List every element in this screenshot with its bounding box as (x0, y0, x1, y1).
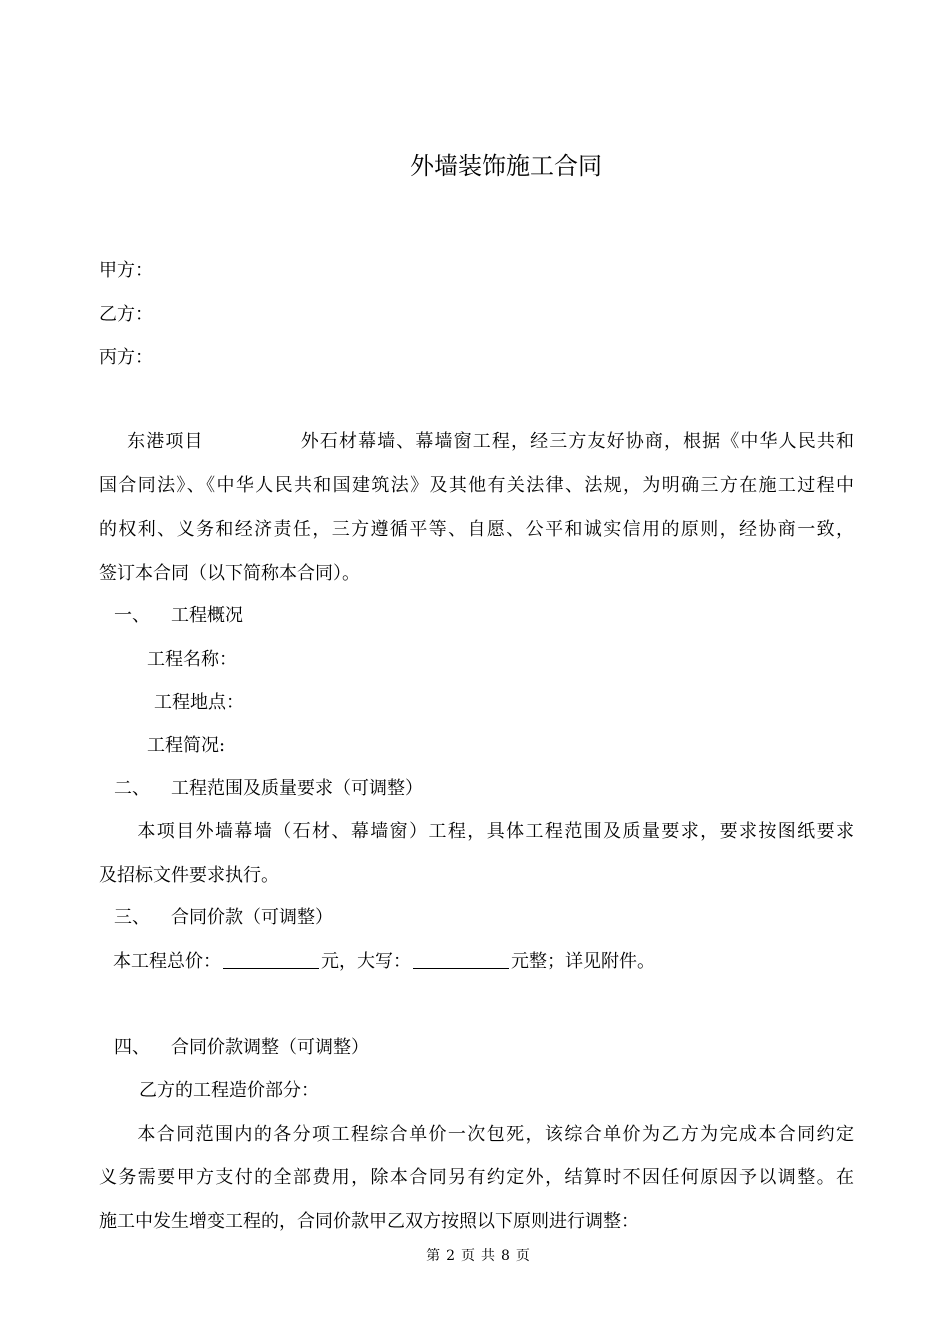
total-price-uppercase-label: 元，大写： (321, 951, 411, 972)
section-4-number: 四、 (114, 1037, 150, 1058)
section-2-number: 二、 (114, 778, 150, 799)
party-c-label: 丙方： (99, 347, 153, 368)
section-3-number: 三、 (114, 907, 150, 928)
project-location-label: 工程地点： (154, 692, 244, 713)
uppercase-price-blank (413, 950, 509, 969)
footer-gong: 共 (481, 1248, 495, 1264)
section-2-line-1-text: 本项目外墙幕墙（石材、幕墙窗）工程，具体工程范围及质量要求，要求按图纸要求 (136, 821, 854, 842)
total-price-label: 本工程总价： (113, 951, 221, 972)
party-b-label: 乙方： (99, 304, 153, 325)
section-4-subheading: 乙方的工程造价部分： (139, 1080, 319, 1101)
intro-line-1-rest: 外石材幕墙、幕墙窗工程，经三方友好协商，根据《中华人民共和 (299, 431, 855, 452)
document-title: 外墙装饰施工合同 (410, 152, 602, 180)
section-4-line-1 (99, 1123, 854, 1147)
section-4-heading: 合同价款调整（可调整） (171, 1037, 369, 1058)
section-2-heading: 工程范围及质量要求（可调整） (171, 778, 423, 799)
page-footer (0, 1245, 950, 1265)
section-2-line-2: 及招标文件要求执行。 (99, 865, 279, 886)
section-1-number: 一、 (114, 605, 150, 626)
intro-line-4: 签订本合同（以下简称本合同）。 (99, 563, 360, 584)
total-price-blank (223, 950, 319, 969)
project-summary-label: 工程简况: (147, 735, 226, 756)
section-3-heading: 合同价款（可调整） (171, 907, 333, 928)
section-4-line-1-text: 本合同范围内的各分项工程综合单价一次包死，该综合单价为乙方为完成本合同约定 (136, 1124, 854, 1145)
project-name-label: 工程名称： (147, 649, 237, 670)
intro-line-3: 的权利、义务和经济责任，三方遵循平等、自愿、公平和诚实信用的原则，经协商一致， (99, 519, 854, 540)
intro-line-1 (99, 430, 854, 454)
section-4-line-2: 义务需要甲方支付的全部费用，除本合同另有约定外，结算时不因任何原因予以调整。在 (99, 1167, 854, 1188)
footer-total-pages: 8 (501, 1248, 510, 1264)
intro-line-2: 国合同法》、《中华人民共和国建筑法》及其他有关法律、法规，为明确三方在施工过程中 (99, 475, 854, 496)
footer-di: 第 (426, 1248, 441, 1264)
party-a-label: 甲方： (99, 260, 153, 281)
section-4-line-3: 施工中发生增变工程的，合同价款甲乙双方按照以下原则进行调整： (99, 1211, 639, 1232)
section-2-line-1 (99, 820, 854, 844)
intro-project-name: 东港项目 (126, 431, 204, 452)
footer-current-page: 2 (446, 1248, 455, 1264)
total-price-suffix: 元整；详见附件。 (511, 951, 655, 972)
footer-ye-1: 页 (461, 1248, 475, 1264)
footer-ye-2: 页 (515, 1248, 530, 1264)
total-price-line (113, 950, 655, 974)
section-1-heading: 工程概况 (171, 605, 243, 626)
